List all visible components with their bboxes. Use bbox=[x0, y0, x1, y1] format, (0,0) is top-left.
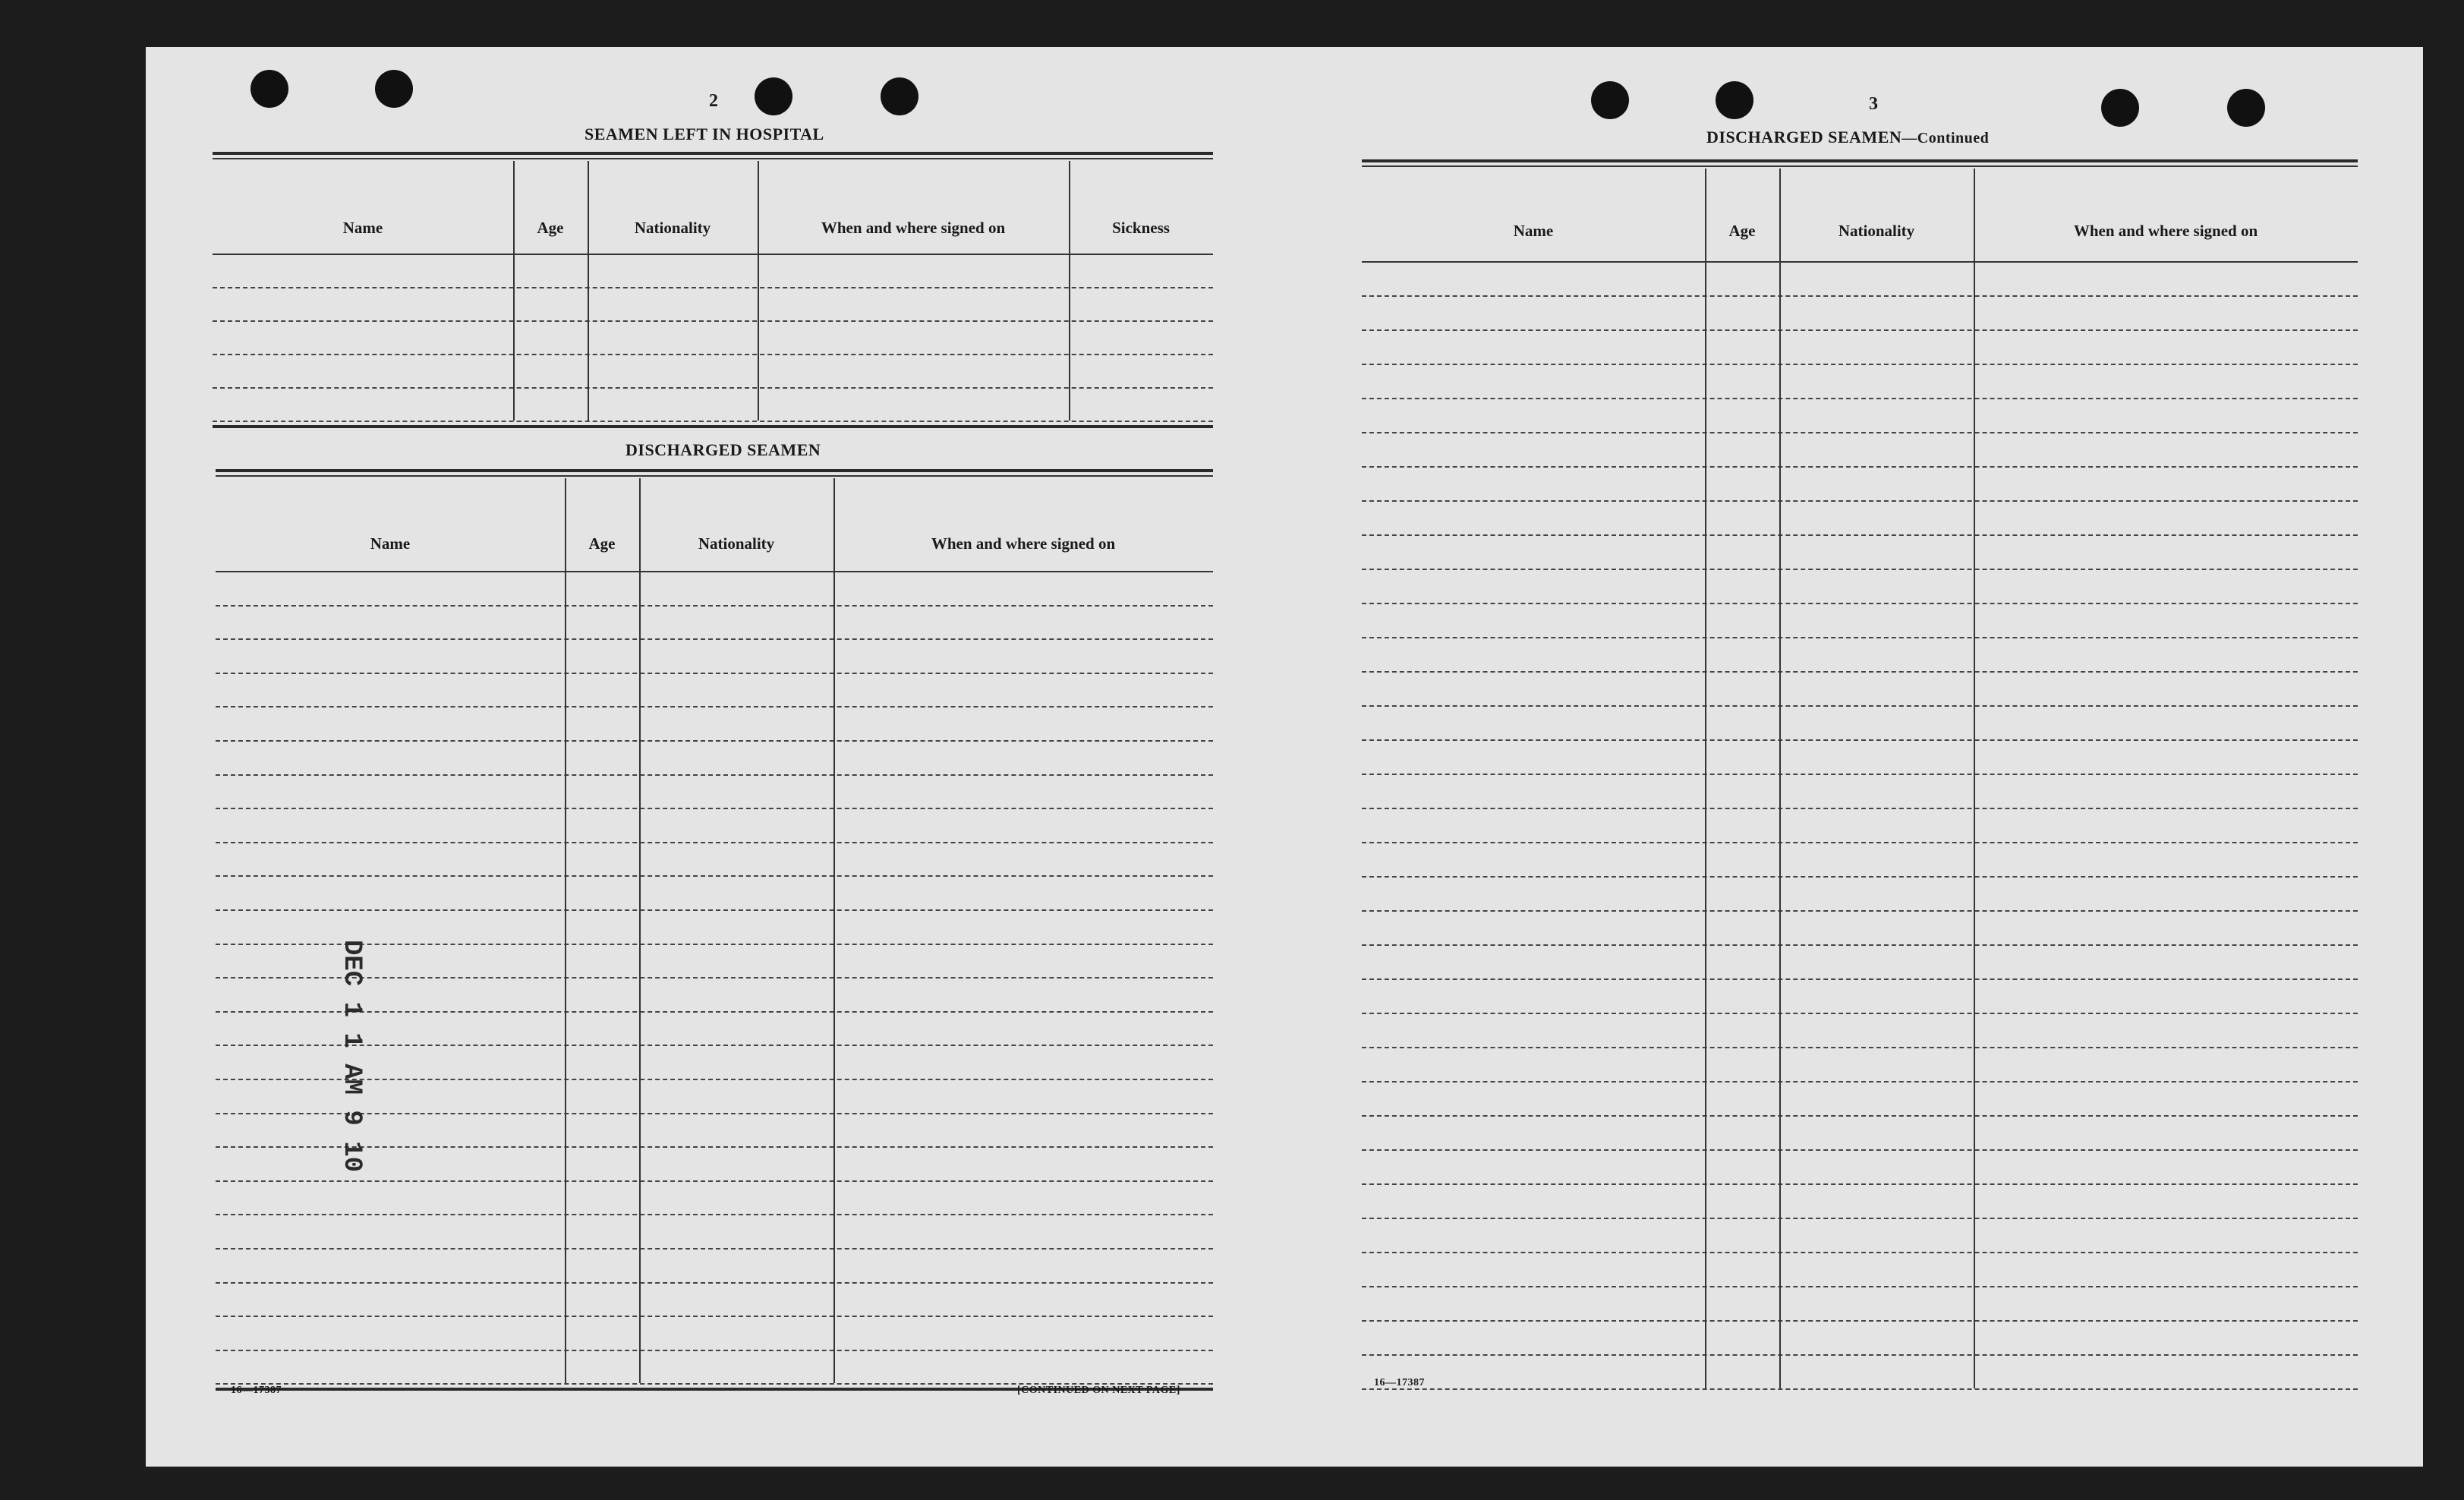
hospital-table bbox=[213, 152, 1213, 471]
punch-hole bbox=[881, 77, 918, 115]
column-header-signed-on: When and where signed on bbox=[821, 219, 1006, 237]
blank-row bbox=[1362, 569, 2358, 570]
form-code-left: 16—17387 bbox=[231, 1385, 282, 1396]
blank-row bbox=[1362, 329, 2358, 331]
column-divider bbox=[513, 161, 515, 421]
blank-row bbox=[216, 1350, 1213, 1351]
blank-row bbox=[1362, 705, 2358, 707]
blank-row bbox=[216, 808, 1213, 809]
blank-row bbox=[213, 421, 1213, 422]
blank-row bbox=[216, 1282, 1213, 1284]
table-bottom-rule bbox=[213, 425, 1213, 428]
blank-row bbox=[1362, 808, 2358, 809]
column-header-nationality: Nationality bbox=[634, 219, 711, 237]
blank-row bbox=[1362, 671, 2358, 673]
blank-row bbox=[216, 1214, 1213, 1215]
table-top-rule bbox=[213, 152, 1213, 155]
section-title-hospital: SEAMEN LEFT IN HOSPITAL bbox=[584, 124, 824, 143]
column-header-name: Name bbox=[342, 219, 383, 237]
blank-row bbox=[1362, 1286, 2358, 1287]
table-top-rule bbox=[216, 469, 1213, 472]
table-top-rule-thin bbox=[216, 475, 1213, 477]
column-divider bbox=[758, 161, 759, 421]
punch-hole bbox=[2101, 89, 2139, 127]
blank-row bbox=[1362, 364, 2358, 365]
blank-row bbox=[1362, 842, 2358, 843]
punch-hole bbox=[250, 70, 288, 108]
column-divider bbox=[1974, 169, 1975, 1388]
table-top-rule-thin bbox=[1362, 165, 2358, 167]
blank-row bbox=[1362, 603, 2358, 604]
table-top-rule-thin bbox=[213, 158, 1213, 159]
blank-row bbox=[1362, 1354, 2358, 1356]
blank-row bbox=[1362, 1115, 2358, 1117]
blank-row bbox=[216, 842, 1213, 843]
blank-row bbox=[1362, 295, 2358, 297]
punch-hole bbox=[755, 77, 792, 115]
column-divider bbox=[1069, 161, 1070, 421]
page-number-left: 2 bbox=[709, 91, 718, 111]
column-header-sickness: Sickness bbox=[1112, 219, 1170, 237]
column-header-signed-on: When and where signed on bbox=[2073, 222, 2258, 240]
blank-row bbox=[216, 1180, 1213, 1182]
column-header-signed-on: When and where signed on bbox=[931, 534, 1116, 553]
blank-row bbox=[1362, 1149, 2358, 1151]
blank-row bbox=[1362, 1252, 2358, 1253]
document-sheet bbox=[146, 47, 2423, 1467]
blank-row bbox=[213, 320, 1213, 322]
column-divider bbox=[565, 478, 566, 1383]
section-title-discharged-continued bbox=[1706, 128, 1989, 147]
blank-row bbox=[216, 1316, 1213, 1317]
blank-row bbox=[216, 605, 1213, 607]
blank-row bbox=[1362, 1183, 2358, 1185]
section-title-text: DISCHARGED SEAMEN bbox=[1706, 128, 1902, 147]
column-divider bbox=[1705, 169, 1706, 1388]
column-header-nationality: Nationality bbox=[698, 534, 775, 553]
column-header-age: Age bbox=[588, 534, 616, 553]
blank-row bbox=[1362, 1047, 2358, 1048]
blank-row bbox=[216, 706, 1213, 707]
blank-row bbox=[1362, 1081, 2358, 1082]
section-title-discharged: DISCHARGED SEAMEN bbox=[625, 440, 821, 459]
blank-row bbox=[216, 673, 1213, 674]
discharged-table bbox=[216, 469, 1213, 1377]
column-header-name: Name bbox=[370, 534, 411, 553]
punch-hole bbox=[375, 70, 413, 108]
header-bottom-rule bbox=[1362, 261, 2358, 263]
header-bottom-rule bbox=[213, 254, 1213, 255]
blank-row bbox=[1362, 910, 2358, 912]
blank-row bbox=[1362, 1320, 2358, 1322]
punch-hole bbox=[2227, 89, 2265, 127]
blank-row bbox=[1362, 1218, 2358, 1219]
column-divider bbox=[1779, 169, 1781, 1388]
punch-hole bbox=[1591, 81, 1629, 119]
discharged-continued-table bbox=[1362, 159, 2358, 1420]
blank-row bbox=[213, 287, 1213, 288]
blank-row bbox=[1362, 978, 2358, 980]
blank-row bbox=[213, 387, 1213, 389]
blank-row bbox=[1362, 944, 2358, 946]
blank-row bbox=[1362, 739, 2358, 741]
column-header-nationality: Nationality bbox=[1838, 222, 1915, 240]
blank-row bbox=[1362, 637, 2358, 638]
form-code-right: 16—17387 bbox=[1374, 1377, 1425, 1388]
blank-row bbox=[1362, 1388, 2358, 1390]
blank-row bbox=[216, 1248, 1213, 1249]
blank-row bbox=[216, 638, 1213, 640]
table-top-rule bbox=[1362, 159, 2358, 162]
column-divider bbox=[833, 478, 835, 1383]
blank-row bbox=[216, 740, 1213, 742]
blank-row bbox=[1362, 398, 2358, 399]
section-title-suffix: —Continued bbox=[1902, 130, 1990, 147]
column-divider bbox=[639, 478, 641, 1383]
column-header-age: Age bbox=[537, 219, 564, 237]
blank-row bbox=[216, 909, 1213, 911]
blank-row bbox=[213, 354, 1213, 355]
blank-row bbox=[1362, 774, 2358, 775]
punch-hole bbox=[1716, 81, 1753, 119]
column-header-name: Name bbox=[1513, 222, 1554, 240]
blank-row bbox=[1362, 1013, 2358, 1014]
continued-note: [CONTINUED ON NEXT PAGE] bbox=[1017, 1385, 1180, 1396]
column-divider bbox=[588, 161, 589, 421]
blank-row bbox=[1362, 500, 2358, 502]
header-bottom-rule bbox=[216, 571, 1213, 572]
blank-row bbox=[1362, 466, 2358, 468]
blank-row bbox=[216, 774, 1213, 776]
page-number-right: 3 bbox=[1869, 94, 1878, 114]
column-header-age: Age bbox=[1728, 222, 1756, 240]
blank-row bbox=[216, 875, 1213, 877]
blank-row bbox=[1362, 876, 2358, 878]
blank-row bbox=[1362, 432, 2358, 433]
received-date-stamp: DEC 1 1 AM 9 10 bbox=[337, 940, 366, 1173]
blank-row bbox=[1362, 534, 2358, 536]
